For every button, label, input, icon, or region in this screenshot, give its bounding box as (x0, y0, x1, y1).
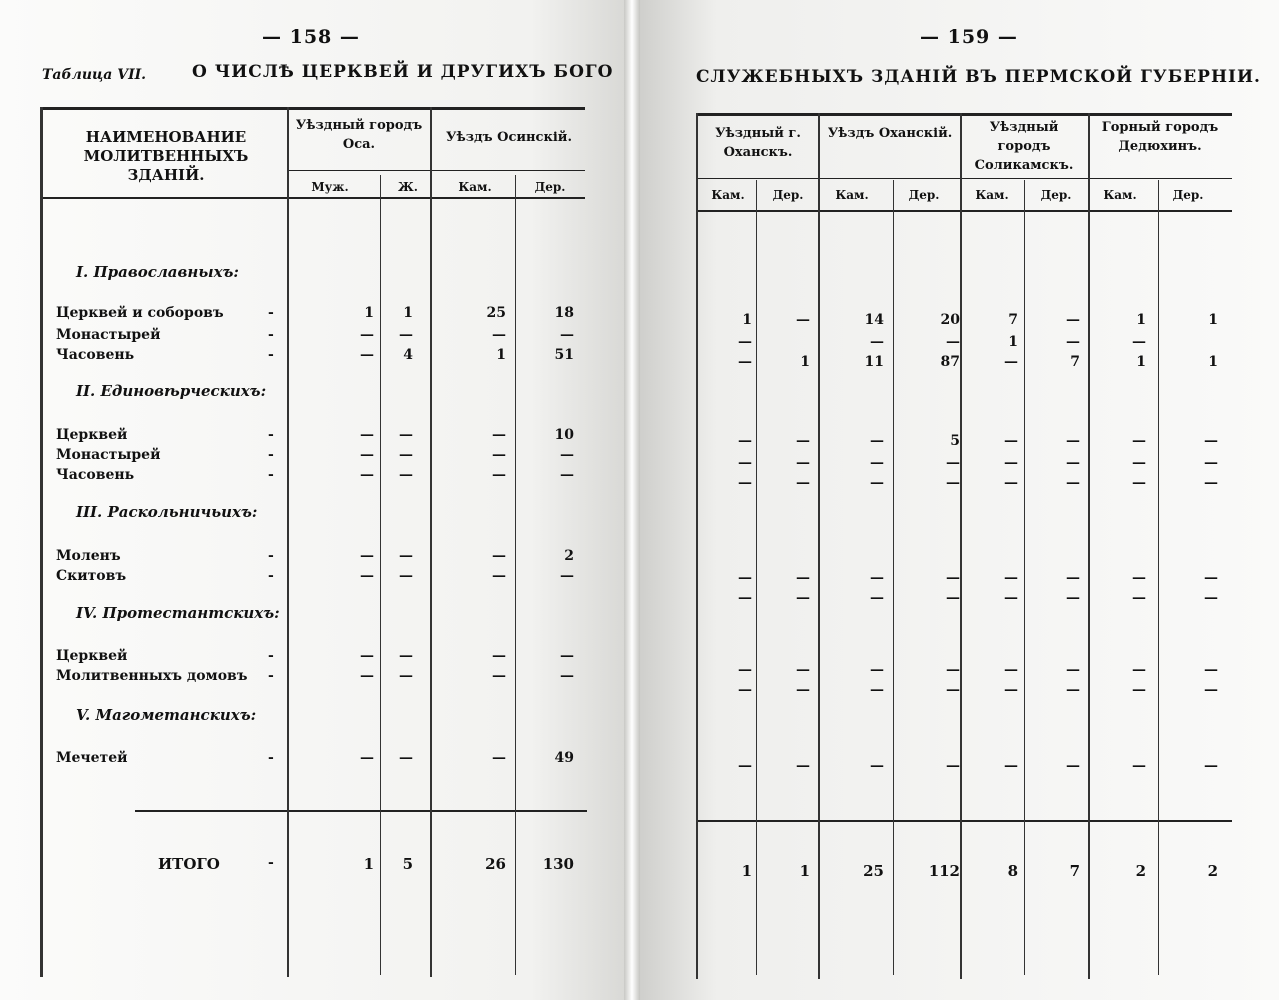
cell-value: — (360, 648, 374, 664)
cell-value: — (360, 347, 374, 363)
cell-value: 1 (1136, 312, 1146, 328)
cell-value: — (796, 590, 810, 606)
page-number: — 159 — (920, 26, 1018, 48)
cell-value: — (870, 570, 884, 586)
cell-value: — (399, 568, 413, 584)
cell-value: 1 (800, 354, 810, 370)
subcol-header: Дер. (772, 188, 804, 202)
col-divider (1088, 113, 1090, 979)
total-value: 130 (542, 855, 574, 873)
col-divider (696, 113, 698, 979)
cell-value: 18 (554, 305, 574, 321)
total-value: 2 (1207, 862, 1218, 880)
cell-value: 25 (486, 305, 506, 321)
subcol-header: Кам. (835, 188, 869, 202)
cell-value: — (870, 662, 884, 678)
cell-value: — (870, 682, 884, 698)
cell-value: — (360, 327, 374, 343)
subheader-rule (696, 178, 1232, 179)
section-title: IV. Протестантскихъ: (76, 604, 280, 622)
cell-value: — (796, 758, 810, 774)
row-label: Молитвенныхъ домовъ (56, 668, 248, 684)
cell-value: — (492, 467, 506, 483)
cell-value: — (946, 455, 960, 471)
col-divider (818, 113, 820, 979)
row-dash: - (268, 467, 274, 483)
row-dash: - (268, 347, 274, 363)
right-page (640, 0, 1279, 1000)
total-rule (696, 820, 1232, 822)
header-bottom-rule (696, 210, 1232, 212)
cell-value: — (1004, 758, 1018, 774)
row-dash: - (268, 750, 274, 766)
table-caption: Таблица VII. (42, 67, 147, 83)
col-group-header: Уѣздный г. Оханскъ. (715, 126, 801, 160)
cell-value: 14 (864, 312, 884, 328)
subcol-header: Кам. (458, 180, 492, 194)
cell-value: — (1004, 570, 1018, 586)
cell-value: — (796, 475, 810, 491)
cell-value: — (738, 662, 752, 678)
cell-value: — (946, 570, 960, 586)
cell-value: — (492, 668, 506, 684)
row-dash: - (268, 305, 274, 321)
cell-value: — (399, 327, 413, 343)
col-group-header: Горный городъ Дедюхинъ. (1101, 120, 1219, 154)
row-label: Скитовъ (56, 568, 127, 584)
cell-value: — (1066, 475, 1080, 491)
cell-value: — (1132, 475, 1146, 491)
col-group-header: Уѣздный городъ Оса. (295, 118, 423, 152)
cell-value: — (360, 467, 374, 483)
cell-value: — (1004, 354, 1018, 370)
cell-value: — (1066, 312, 1080, 328)
cell-value: — (1066, 334, 1080, 350)
row-dash: - (268, 548, 274, 564)
row-dash: - (268, 327, 274, 343)
table-top-rule (40, 107, 585, 110)
total-value: 1 (741, 862, 752, 880)
cell-value: — (1066, 590, 1080, 606)
row-dash: - (268, 855, 274, 871)
cell-value: — (738, 455, 752, 471)
total-value: 8 (1007, 862, 1018, 880)
cell-value: — (1132, 590, 1146, 606)
table-left-border (40, 107, 43, 977)
cell-value: 10 (554, 427, 574, 443)
cell-value: — (360, 750, 374, 766)
cell-value: — (560, 568, 574, 584)
subheader-rule (287, 170, 585, 171)
cell-value: — (492, 548, 506, 564)
cell-value: — (796, 570, 810, 586)
row-dash: - (268, 668, 274, 684)
cell-value: — (399, 447, 413, 463)
subcol-header: Кам. (711, 188, 745, 202)
cell-value: 1 (742, 312, 752, 328)
subcol-header: Дер. (1172, 188, 1204, 202)
cell-value: — (399, 427, 413, 443)
cell-value: 1 (1208, 312, 1218, 328)
cell-value: — (1204, 682, 1218, 698)
cell-value: 5 (950, 433, 960, 449)
cell-value: 11 (864, 354, 884, 370)
cell-value: — (560, 447, 574, 463)
subcol-header: Дер. (1040, 188, 1072, 202)
cell-value: — (1066, 433, 1080, 449)
cell-value: — (360, 427, 374, 443)
cell-value: — (1132, 433, 1146, 449)
cell-value: 2 (564, 548, 574, 564)
cell-value: — (870, 758, 884, 774)
col-divider (287, 107, 289, 977)
cell-value: — (399, 467, 413, 483)
subcol-header: Кам. (1103, 188, 1137, 202)
cell-value: — (492, 568, 506, 584)
row-label: Монастырей (56, 447, 161, 463)
col-divider (756, 180, 757, 975)
total-value: 2 (1135, 862, 1146, 880)
cell-value: — (399, 548, 413, 564)
col-divider (1158, 180, 1159, 975)
cell-value: — (1004, 475, 1018, 491)
cell-value: 1 (1136, 354, 1146, 370)
cell-value: — (946, 682, 960, 698)
cell-value: 1 (364, 305, 374, 321)
cell-value: — (1066, 662, 1080, 678)
cell-value: — (492, 427, 506, 443)
row-dash: - (268, 648, 274, 664)
cell-value: — (1204, 433, 1218, 449)
col-divider (515, 175, 516, 975)
subcol-header: Кам. (975, 188, 1009, 202)
row-label: Церквей (56, 427, 128, 443)
cell-value: — (796, 455, 810, 471)
cell-value: — (870, 334, 884, 350)
cell-value: — (796, 662, 810, 678)
col-group-header: Уѣздный городъ Соликамскъ. (974, 120, 1074, 173)
cell-value: — (738, 354, 752, 370)
cell-value: — (1004, 433, 1018, 449)
section-title: II. Единовѣрческихъ: (76, 382, 267, 400)
total-value: 26 (485, 855, 506, 873)
page-title: СЛУЖЕБНЫХЪ ЗДАНІЙ ВЪ ПЕРМСКОЙ ГУБЕРНІИ. (696, 67, 1261, 87)
cell-value: — (360, 568, 374, 584)
section-title: I. Православныхъ: (76, 263, 239, 281)
total-value: 112 (928, 862, 960, 880)
subcol-header: Муж. (311, 180, 349, 194)
cell-value: 51 (554, 347, 574, 363)
cell-value: — (1132, 570, 1146, 586)
book-spine (624, 0, 640, 1000)
subcol-header: Дер. (534, 180, 566, 194)
row-dash: - (268, 447, 274, 463)
cell-value: — (1204, 590, 1218, 606)
cell-value: — (1004, 662, 1018, 678)
cell-value: — (738, 570, 752, 586)
left-page (0, 0, 624, 1000)
cell-value: — (560, 467, 574, 483)
cell-value: — (492, 648, 506, 664)
header-name: НАИМЕНОВАНИЕ МОЛИТВЕННЫХЪ ЗДАНІЙ. (83, 128, 249, 184)
total-rule (135, 810, 587, 812)
cell-value: — (492, 327, 506, 343)
cell-value: 20 (940, 312, 960, 328)
cell-value: — (492, 750, 506, 766)
cell-value: — (1204, 758, 1218, 774)
page-title: О ЧИСЛѢ ЦЕРКВЕЙ И ДРУГИХЪ БОГО (192, 62, 614, 82)
cell-value: — (946, 334, 960, 350)
total-value: 25 (863, 862, 884, 880)
cell-value: 87 (940, 354, 960, 370)
cell-value: 1 (1008, 334, 1018, 350)
cell-value: — (1066, 682, 1080, 698)
cell-value: 1 (1208, 354, 1218, 370)
cell-value: — (1204, 570, 1218, 586)
cell-value: — (946, 758, 960, 774)
cell-value: — (399, 668, 413, 684)
row-label: Мечетей (56, 750, 128, 766)
col-divider (960, 113, 962, 979)
total-value: 1 (799, 862, 810, 880)
cell-value: — (1066, 455, 1080, 471)
row-label: Моленъ (56, 548, 121, 564)
table-top-rule (696, 113, 1232, 116)
cell-value: — (1132, 455, 1146, 471)
cell-value: — (1132, 682, 1146, 698)
total-value: 1 (363, 855, 374, 873)
cell-value: — (946, 590, 960, 606)
cell-value: — (399, 750, 413, 766)
cell-value: — (560, 668, 574, 684)
cell-value: — (399, 648, 413, 664)
cell-value: — (870, 475, 884, 491)
cell-value: — (1004, 455, 1018, 471)
cell-value: — (360, 447, 374, 463)
section-title: III. Раскольничьихъ: (76, 503, 258, 521)
cell-value: — (1004, 590, 1018, 606)
row-label: Церквей и соборовъ (56, 305, 224, 321)
cell-value: — (870, 590, 884, 606)
row-label: Церквей (56, 648, 128, 664)
cell-value: — (796, 682, 810, 698)
cell-value: — (1066, 758, 1080, 774)
cell-value: — (796, 433, 810, 449)
cell-value: — (870, 433, 884, 449)
cell-value: — (1132, 334, 1146, 350)
col-divider (1024, 180, 1025, 975)
col-divider (430, 107, 432, 977)
cell-value: — (738, 475, 752, 491)
cell-value: — (738, 682, 752, 698)
cell-value: — (946, 662, 960, 678)
cell-value: — (1132, 758, 1146, 774)
cell-value: 7 (1070, 354, 1080, 370)
col-group-header: Уѣздъ Осинскій. (446, 130, 572, 145)
cell-value: — (1204, 455, 1218, 471)
cell-value: — (360, 548, 374, 564)
cell-value: — (1204, 475, 1218, 491)
cell-value: 1 (496, 347, 506, 363)
row-label: Часовень (56, 467, 135, 483)
page-number: — 158 — (262, 26, 360, 48)
section-title: V. Магометанскихъ: (76, 706, 257, 724)
total-value: 5 (402, 855, 413, 873)
row-dash: - (268, 427, 274, 443)
cell-value: 49 (554, 750, 574, 766)
cell-value: — (946, 475, 960, 491)
total-label: ИТОГО (158, 855, 220, 873)
cell-value: — (738, 433, 752, 449)
cell-value: — (1066, 570, 1080, 586)
col-divider (893, 180, 894, 975)
cell-value: 7 (1008, 312, 1018, 328)
cell-value: — (1132, 662, 1146, 678)
cell-value: — (360, 668, 374, 684)
cell-value: — (796, 312, 810, 328)
cell-value: — (560, 327, 574, 343)
row-label: Часовень (56, 347, 135, 363)
cell-value: 1 (403, 305, 413, 321)
cell-value: — (738, 758, 752, 774)
cell-value: — (870, 455, 884, 471)
subcol-header: Дер. (908, 188, 940, 202)
cell-value: — (1004, 682, 1018, 698)
total-value: 7 (1069, 862, 1080, 880)
row-label: Монастырей (56, 327, 161, 343)
col-group-header: Уѣздъ Оханскій. (827, 126, 953, 141)
cell-value: — (1204, 662, 1218, 678)
cell-value: — (560, 648, 574, 664)
header-bottom-rule (40, 197, 585, 199)
subcol-header: Ж. (398, 180, 418, 194)
cell-value: — (738, 590, 752, 606)
cell-value: — (492, 447, 506, 463)
cell-value: 4 (403, 347, 413, 363)
cell-value: — (738, 334, 752, 350)
row-dash: - (268, 568, 274, 584)
